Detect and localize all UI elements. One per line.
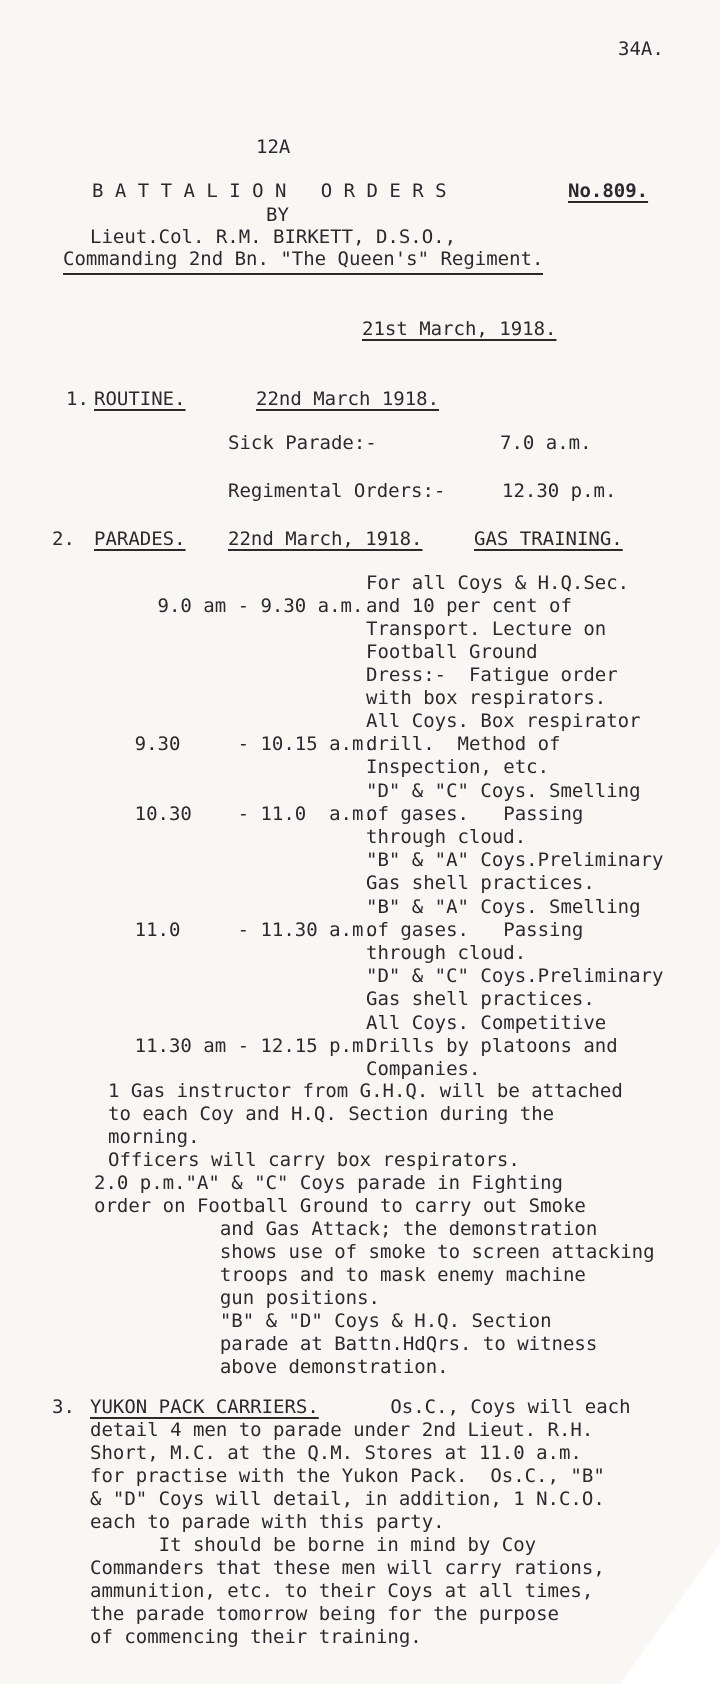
gas-notes (108, 1080, 623, 1172)
section3-line: Short, M.C. at the Q.M. Stores at 11.0 a.m. (90, 1442, 582, 1464)
section3-line: of commencing their training. (90, 1626, 422, 1648)
by-line: BY (266, 204, 289, 226)
section2-date: 22nd March, 1918. (228, 528, 423, 550)
schedule-row (66, 572, 363, 641)
note-line: to each Coy and H.Q. Section during the (108, 1103, 555, 1125)
commander: Lieut.Col. R.M. BIRKETT, D.S.O., (90, 226, 457, 248)
afternoon-line: and Gas Attack; the demonstration (94, 1218, 598, 1240)
schedule-description (366, 1012, 618, 1081)
schedule-description (366, 710, 641, 779)
schedule-time: 9.0 am - 9.30 a.m. (111, 595, 364, 617)
afternoon-line: above demonstration. (94, 1356, 449, 1378)
sick-parade-time: 7.0 a.m. (500, 432, 592, 454)
schedule-line: Drills by platoons and (366, 1035, 618, 1057)
schedule-description (366, 572, 629, 710)
afternoon-line: troops and to mask enemy machine (94, 1264, 586, 1286)
note-line: 1 Gas instructor from G.H.Q. will be attached (108, 1080, 623, 1102)
section3-line: ammunition, etc. to their Coys at all times, (90, 1580, 594, 1602)
schedule-row (66, 1012, 375, 1081)
section2-subheading: GAS TRAINING. (474, 528, 623, 550)
schedule-line: All Coys. Competitive (366, 1012, 607, 1034)
section3-line: each to parade with this party. (90, 1511, 445, 1533)
sub-number: 12A (256, 136, 291, 158)
order-date: 21st March, 1918. (362, 318, 557, 340)
schedule-description (366, 780, 663, 895)
schedule-line: For all Coys & H.Q.Sec. (366, 572, 630, 594)
section2-number: 2. (52, 528, 75, 550)
section3-body (90, 1396, 631, 1649)
afternoon-line: gun positions. (94, 1287, 380, 1309)
schedule-row (66, 780, 375, 849)
afternoon-line: shows use of smoke to screen attacking (94, 1241, 655, 1263)
schedule-line: Gas shell practices. (366, 872, 595, 894)
section3-heading: YUKON PACK CARRIERS. (90, 1396, 319, 1418)
schedule-description (366, 896, 663, 1011)
section3-line: for practise with the Yukon Pack. Os.C., "B" (90, 1465, 605, 1487)
schedule-line: Companies. (366, 1058, 481, 1080)
commanding-line: Commanding 2nd Bn. "The Queen's" Regiment. (63, 248, 543, 275)
note-line: morning. (108, 1126, 200, 1148)
schedule-line: drill. Method of (366, 733, 561, 755)
page-corner-fold (620, 1544, 720, 1684)
schedule-line: through cloud. (366, 826, 527, 848)
section2-heading: PARADES. (94, 528, 186, 550)
sick-parade-label: Sick Parade:- (228, 432, 377, 454)
schedule-line: of gases. Passing (366, 919, 584, 941)
section3-line: Os.C., Coys will each (356, 1396, 631, 1418)
section1-number: 1. (66, 388, 89, 410)
regimental-orders-time: 12.30 p.m. (502, 480, 617, 502)
schedule-line: Dress:- Fatigue order (366, 664, 618, 686)
schedule-line: "D" & "C" Coys.Preliminary (366, 965, 664, 987)
afternoon-line: "B" & "D" Coys & H.Q. Section (94, 1310, 552, 1332)
section3-number: 3. (52, 1396, 75, 1418)
section3-line: detail 4 men to parade under 2nd Lieut. R.H. (90, 1419, 594, 1441)
afternoon-demonstration (94, 1172, 655, 1379)
schedule-line: with box respirators. (366, 687, 607, 709)
regimental-orders-label: Regimental Orders:- (228, 480, 446, 502)
schedule-row (66, 896, 375, 965)
afternoon-line: 2.0 p.m."A" & "C" Coys parade in Fighting (94, 1172, 563, 1194)
schedule-time: 10.30 - 11.0 a.m. (111, 803, 375, 825)
section1-date: 22nd March 1918. (256, 388, 440, 410)
schedule-line: "B" & "A" Coys.Preliminary (366, 849, 664, 871)
schedule-line: Football Ground (366, 641, 538, 663)
page-number: 34A. (618, 38, 664, 60)
schedule-line: Gas shell practices. (366, 988, 595, 1010)
schedule-time: 11.30 am - 12.15 p.m. (111, 1035, 375, 1057)
section3-line: It should be borne in mind by Coy (90, 1534, 537, 1556)
title: B A T T A L I O N O R D E R S (92, 180, 447, 202)
schedule-line: All Coys. Box respirator (366, 710, 641, 732)
schedule-line: Inspection, etc. (366, 756, 550, 778)
note-line: Officers will carry box respirators. (108, 1149, 520, 1171)
section3-line: Commanders that these men will carry rations, (90, 1557, 605, 1579)
section3-line: & "D" Coys will detail, in addition, 1 N.C.O. (90, 1488, 605, 1510)
afternoon-line: order on Football Ground to carry out Smoke (94, 1195, 586, 1217)
schedule-line: Transport. Lecture on (366, 618, 607, 640)
schedule-time: 11.0 - 11.30 a.m. (111, 919, 375, 941)
schedule-line: "B" & "A" Coys. Smelling (366, 896, 641, 918)
schedule-line: of gases. Passing (366, 803, 584, 825)
order-number: No.809. (568, 180, 649, 202)
schedule-line: "D" & "C" Coys. Smelling (366, 780, 641, 802)
schedule-line: through cloud. (366, 942, 527, 964)
schedule-line: and 10 per cent of (366, 595, 572, 617)
afternoon-line: parade at Battn.HdQrs. to witness (94, 1333, 598, 1355)
schedule-time: 9.30 - 10.15 a.m. (111, 733, 375, 755)
section3-line: the parade tomorrow being for the purpose (90, 1603, 559, 1625)
schedule-row (66, 710, 375, 779)
section1-heading: ROUTINE. (94, 388, 186, 410)
